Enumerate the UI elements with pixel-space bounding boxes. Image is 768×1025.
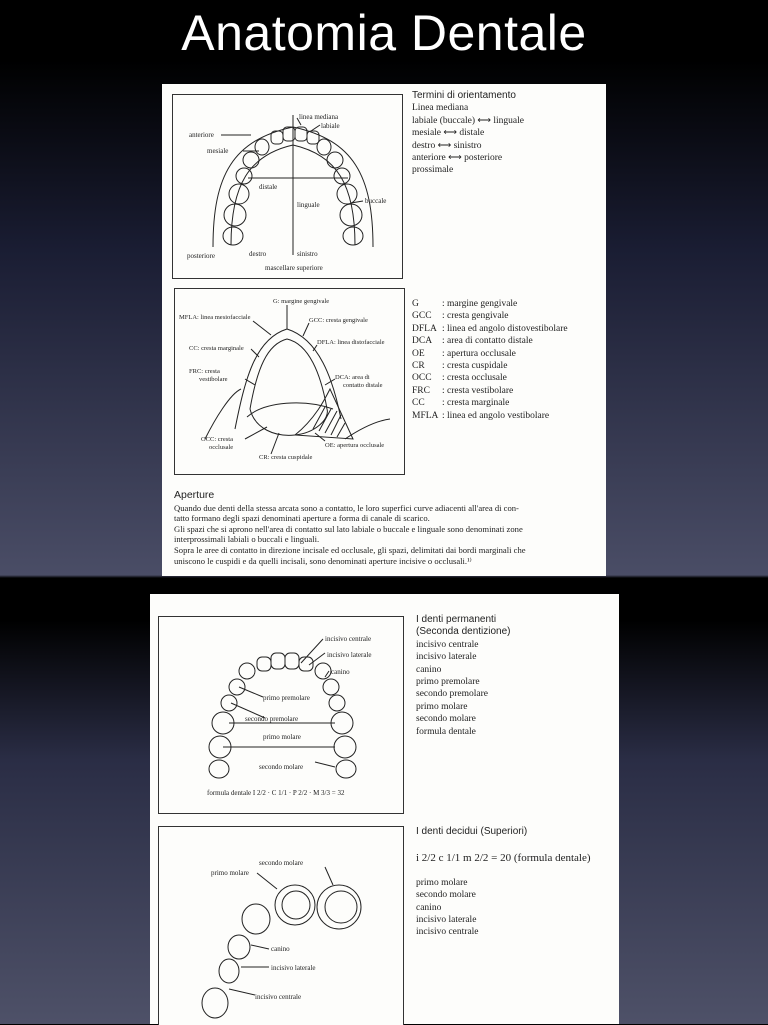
label-dca: DCA: area di [335, 374, 370, 381]
deciduous-item: incisivo centrale [416, 927, 479, 938]
figure-contact-areas [174, 288, 405, 475]
orientation-heading: Termini di orientamento [412, 90, 516, 101]
figure-caption: mascellare superiore [265, 264, 323, 272]
permanent-subheading: (Seconda dentizione) [416, 626, 511, 638]
label-oe: OE: apertura occlusale [325, 442, 385, 449]
legend-row: GCC : cresta gengivale [412, 311, 509, 322]
figure-arch-orientation [172, 94, 403, 279]
aperture-line: Gli spazi che si aprono nell'area di contatto sul lato labiale o buccale e linguale sono denominati zone [174, 523, 523, 534]
legend-row: CC : cresta marginale [412, 398, 510, 409]
label-deciduous-secondo-molare: secondo molare [259, 859, 304, 867]
legend-row: OCC : cresta occlusale [412, 373, 507, 384]
aperture-line: uniscono le cuspidi e da quelli incisali, sono denominati aperture incisive o occlusali.¹⁾ [174, 555, 472, 566]
abbreviation-legend [412, 298, 604, 422]
label-linea-mediana: linea mediana [299, 113, 339, 121]
legend-row: DFLA : linea ed angolo distovestibolare [412, 323, 568, 334]
aperture-section [174, 490, 594, 566]
label-dfla: DFLA: linea distofacciale [317, 339, 385, 346]
deciduous-teeth-list [416, 826, 616, 939]
figure-permanent-arch [158, 616, 404, 814]
label-frc: FRC: cresta [189, 368, 220, 375]
label-deciduous-primo-molare: primo molare [211, 869, 249, 877]
orientation-item: mesiale ⟷ distale [412, 128, 485, 139]
legend-row: FRC : cresta vestibolare [412, 385, 514, 396]
permanent-item: primo molare [416, 701, 468, 712]
figure-deciduous-teeth [158, 826, 404, 1025]
permanent-item: incisivo laterale [416, 652, 477, 663]
label-cc: CC: cresta marginale [189, 345, 244, 352]
deciduous-heading: I denti decidui (Superiori) [416, 826, 528, 837]
label-dca-2: contatto distale [343, 382, 383, 389]
orientation-item: destro ⟷ sinistro [412, 140, 482, 151]
orientation-item: anteriore ⟷ posteriore [412, 153, 503, 164]
legend-row: MFLA : linea ed angolo vestibolare [412, 410, 550, 421]
permanent-item: formula dentale [416, 726, 476, 737]
label-deciduous-incisivo-laterale: incisivo laterale [271, 964, 316, 972]
orientation-item: labiale (buccale) ⟷ linguale [412, 115, 524, 126]
label-cr: CR: cresta cuspidale [259, 454, 313, 461]
aperture-line: Sopra le aree di contatto in direzione incisale ed occlusale, gli spazi, delimitati dai bordi marginali che [174, 544, 526, 555]
label-posteriore: posteriore [187, 252, 215, 260]
textbook-page-orientation [162, 84, 606, 576]
slide-title: Anatomia Dentale [181, 5, 587, 61]
permanent-heading: I denti permanenti [416, 614, 497, 625]
label-incisivo-laterale: incisivo laterale [327, 651, 372, 659]
aperture-line: interprossimali labiali o buccali e linguali. [174, 534, 320, 545]
permanent-item: secondo premolare [416, 689, 489, 700]
legend-row: CR : cresta cuspidale [412, 361, 508, 372]
permanent-item: incisivo centrale [416, 639, 479, 650]
label-anteriore: anteriore [189, 131, 214, 139]
label-buccale: buccale [365, 197, 387, 205]
label-linguale: linguale [297, 201, 320, 209]
aperture-heading: Aperture [174, 489, 215, 501]
label-canino: canino [331, 668, 350, 676]
aperture-line: tatto formano degli spazi denominati aperture a forma di canale di scarico. [174, 513, 430, 524]
orientation-item: prossimale [412, 165, 454, 176]
label-mesiale: mesiale [207, 147, 229, 155]
label-destro: destro [249, 250, 267, 258]
label-deciduous-canino: canino [271, 945, 290, 953]
label-sinistro: sinistro [297, 250, 318, 258]
deciduous-item: incisivo laterale [416, 915, 477, 926]
textbook-page-dentition [150, 594, 619, 1024]
label-occ: OCC: cresta [201, 436, 233, 443]
deciduous-item: secondo molare [416, 890, 476, 901]
label-gcc: GCC: cresta gengivale [309, 317, 368, 324]
deciduous-item: primo molare [416, 877, 468, 888]
permanent-item: canino [416, 664, 442, 675]
aperture-line: Quando due denti della stessa arcata sono a contatto, le loro superfici curve adiacenti all'area di con- [174, 502, 519, 513]
permanent-item: primo premolare [416, 677, 480, 688]
arch-diagram [173, 95, 402, 278]
label-secondo-molare: secondo molare [259, 763, 304, 771]
label-frc-2: vestibolare [199, 376, 228, 383]
deciduous-formula: i 2/2 c 1/1 m 2/2 = 20 (formula dentale) [416, 852, 591, 865]
label-incisivo-centrale: incisivo centrale [325, 635, 372, 643]
label-mfla: MFLA: linea mesiofacciale [179, 314, 251, 321]
permanent-teeth-list [416, 614, 616, 738]
label-deciduous-incisivo-centrale: incisivo centrale [255, 993, 302, 1001]
contact-area-diagram [175, 289, 404, 474]
legend-row: G : margine gengivale [412, 299, 518, 309]
label-distale: distale [259, 183, 278, 191]
label-primo-molare: primo molare [263, 733, 301, 741]
deciduous-teeth-diagram [159, 827, 403, 1025]
label-occ-2: occlusale [209, 444, 234, 451]
label-primo-premolare: primo premolare [263, 694, 310, 702]
legend-row: DCA : area di contatto distale [412, 336, 533, 347]
permanent-item: secondo molare [416, 714, 476, 725]
label-labiale: labiale [321, 122, 340, 130]
label-secondo-premolare: secondo premolare [245, 715, 299, 723]
permanent-arch-diagram [159, 617, 403, 813]
legend-row: OE : apertura occlusale [412, 348, 516, 359]
orientation-terms [412, 90, 602, 177]
deciduous-item: canino [416, 902, 442, 913]
orientation-item: Linea mediana [412, 103, 469, 114]
label-g: G: margine gengivale [273, 298, 330, 305]
dental-formula: formula dentale I 2/2 · C 1/1 · P 2/2 · M 3/3 = 32 [207, 789, 345, 797]
